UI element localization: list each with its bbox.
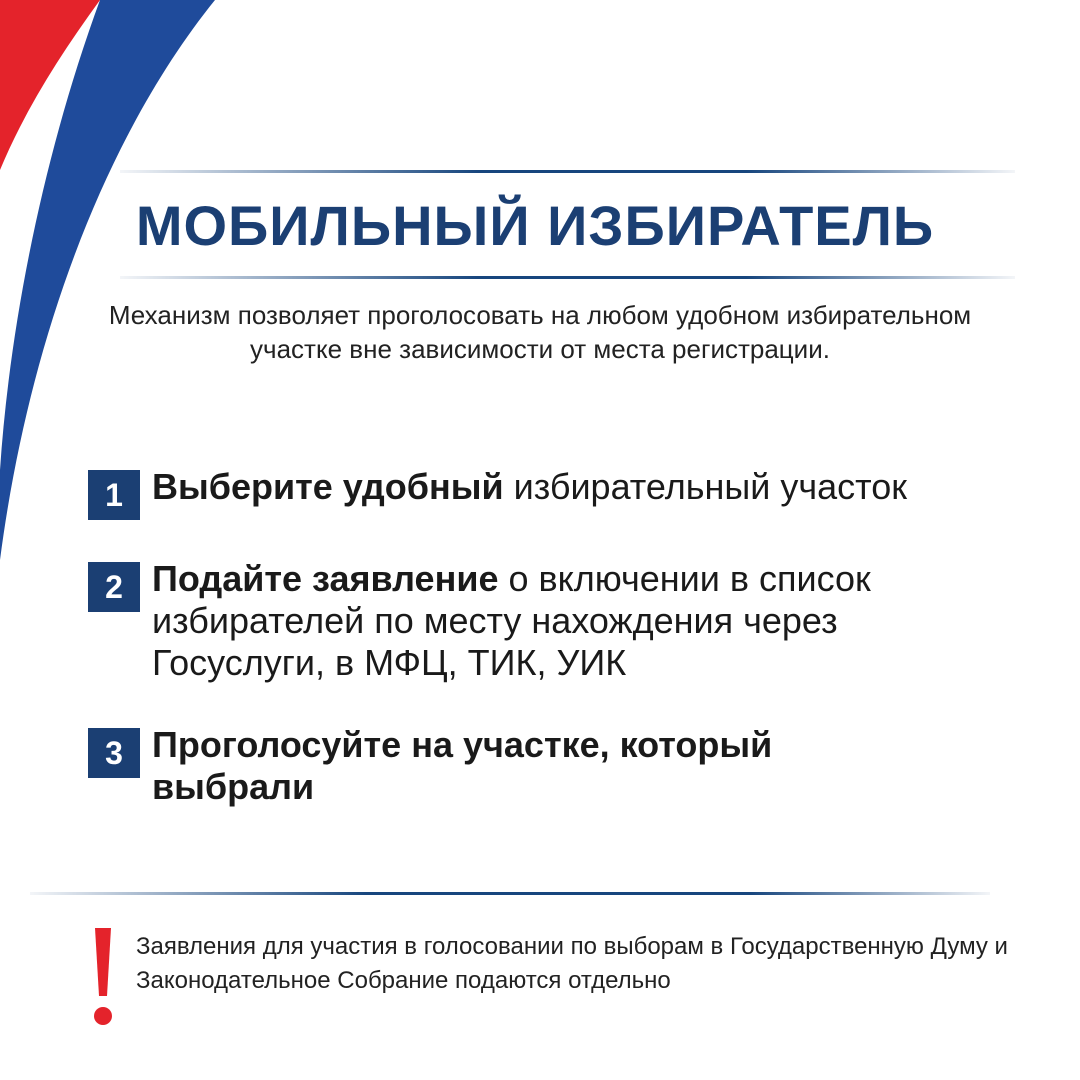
exclamation-icon	[90, 928, 116, 1028]
step-bold-text: Подайте заявление	[152, 558, 499, 599]
step-text	[152, 466, 1018, 508]
step-number-badge: 2	[88, 562, 140, 612]
title-rule-top	[120, 170, 1015, 173]
step-bold-text: Проголосуйте на участке, который выбрали	[152, 724, 773, 807]
step-number-badge: 1	[88, 470, 140, 520]
step-text	[152, 724, 872, 808]
step-regular-text: о включении в список избирателей по месту нахождения через Госуслуги, в МФЦ, ТИК, УИК	[152, 558, 871, 683]
title-rule-bottom	[120, 276, 1015, 279]
step-text	[152, 558, 1018, 684]
step-number-badge: 3	[88, 728, 140, 778]
page-title: МОБИЛЬНЫЙ ИЗБИРАТЕЛЬ	[135, 194, 935, 257]
step-bold-text: Выберите удобный	[152, 466, 504, 507]
footer-rule	[30, 892, 990, 895]
step-regular-text: избирательный участок	[503, 466, 907, 507]
footer-note: Заявления для участия в голосовании по выборам в Государственную Думу и Законодательное Собрание подаются отдельно	[136, 933, 1008, 994]
subtitle: Механизм позволяет проголосовать на любом удобном избирательном участке вне зависимости от места регистрации.	[108, 300, 972, 364]
